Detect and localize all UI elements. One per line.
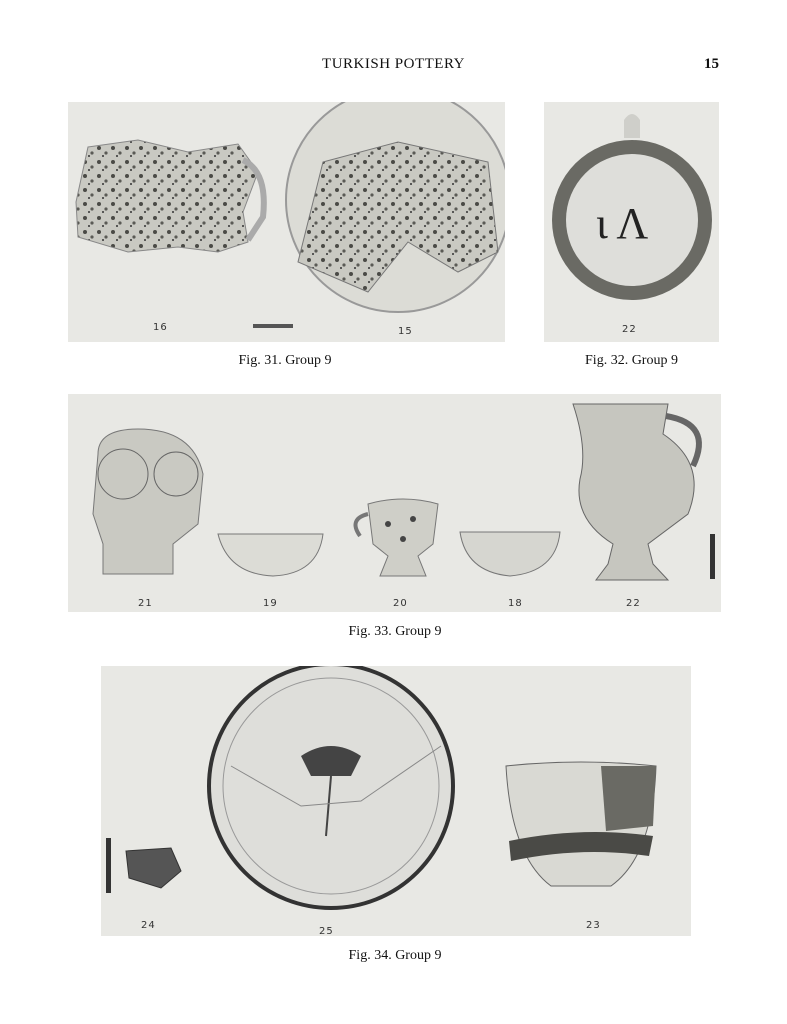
fig31-caption: Fig. 31. Group 9 <box>238 353 332 368</box>
fig33-label-22: 22 <box>626 598 641 609</box>
flask-inscription: ι Λ <box>596 199 649 248</box>
fig33-label-18: 18 <box>508 598 523 609</box>
fig34-photo <box>101 666 691 936</box>
fig34-label-25: 25 <box>319 926 334 936</box>
bowl-18 <box>460 532 560 576</box>
fig34-label-24: 24 <box>141 920 156 931</box>
fig33-caption: Fig. 33. Group 9 <box>348 624 442 639</box>
fig33-label-21: 21 <box>138 598 153 609</box>
running-title: TURKISH POTTERY <box>322 56 465 72</box>
fragment-24 <box>126 848 181 888</box>
fig32-label-22: 22 <box>622 324 637 335</box>
fig34-label-23: 23 <box>586 920 601 931</box>
fig34-caption: Fig. 34. Group 9 <box>348 948 442 963</box>
fig33-photo <box>68 394 721 612</box>
fig33-label-20: 20 <box>393 598 408 609</box>
sherd-16 <box>76 140 258 252</box>
jar-21 <box>93 429 203 574</box>
page-number: 15 <box>704 56 719 72</box>
fig32-photo <box>544 102 719 342</box>
fig31-photo <box>68 102 505 342</box>
bowl-19 <box>218 534 323 576</box>
running-head <box>0 56 787 76</box>
fig33-label-19: 19 <box>263 598 278 609</box>
fig31-label-15: 15 <box>398 326 413 337</box>
jug-22 <box>573 404 694 580</box>
fig32-caption: Fig. 32. Group 9 <box>585 353 678 368</box>
fig31-label-16: 16 <box>153 322 168 333</box>
